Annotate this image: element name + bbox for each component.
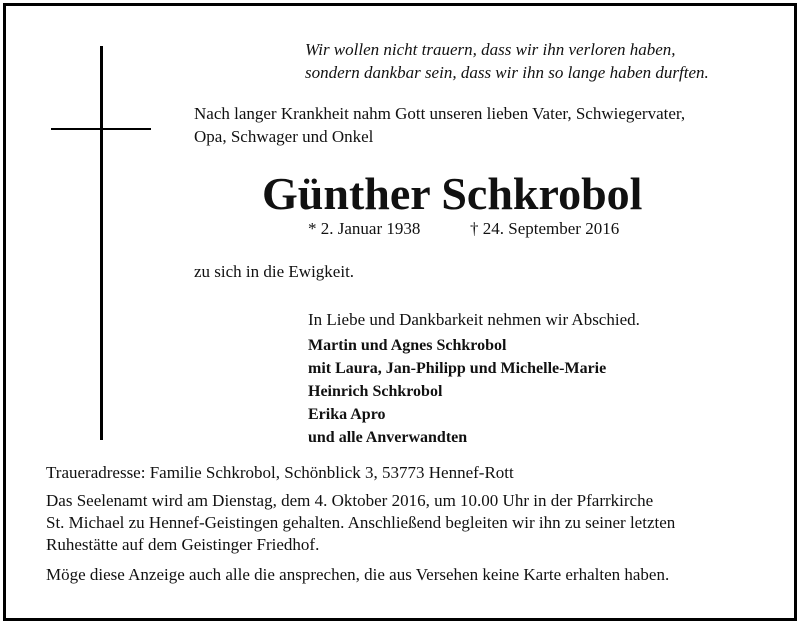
requiem-line: Das Seelenamt wird am Dienstag, dem 4. Oktober 2016, um 10.00 Uhr in der Pfarrkirche — [46, 491, 654, 510]
intro-line: Nach langer Krankheit nahm Gott unseren lieben Vater, Schwiegervater, — [194, 104, 686, 123]
mourners-list — [308, 334, 606, 449]
intro-text — [194, 102, 774, 148]
intro-line: Opa, Schwager und Onkel — [194, 127, 374, 146]
eternity-text: zu sich in die Ewigkeit. — [194, 262, 355, 281]
birth-date: * 2. Januar 1938 — [308, 219, 421, 238]
requiem-line: St. Michael zu Hennef-Geistingen gehalten. Anschließend begleiten wir ihn zu seiner letzten — [46, 513, 676, 532]
closing-note: Möge diese Anzeige auch alle die ansprechen, die aus Versehen keine Karte erhalten haben. — [46, 565, 670, 584]
quote-line: Wir wollen nicht trauern, dass wir ihn verloren haben, — [305, 40, 676, 59]
mourner-entry: Heinrich Schkrobol — [308, 383, 443, 400]
death-date: † 24. September 2016 — [470, 219, 620, 238]
requiem-info — [46, 490, 766, 556]
cross-icon-horizontal — [51, 128, 151, 130]
farewell-text: In Liebe und Dankbarkeit nehmen wir Abschied. — [308, 310, 640, 329]
mourning-address: Traueradresse: Familie Schkrobol, Schönblick 3, 53773 Hennef-Rott — [46, 463, 514, 482]
mourner-entry: mit Laura, Jan-Philipp und Michelle-Marie — [308, 360, 607, 377]
deceased-name: Günther Schkrobol — [262, 168, 643, 219]
quote-line: sondern dankbar sein, dass wir ihn so lange haben durften. — [305, 63, 709, 82]
memorial-quote — [305, 38, 709, 84]
requiem-line: Ruhestätte auf dem Geistinger Friedhof. — [46, 535, 320, 554]
mourner-entry: und alle Anverwandten — [308, 429, 468, 446]
mourner-entry: Erika Apro — [308, 406, 386, 423]
cross-icon-vertical — [100, 46, 103, 440]
mourner-entry: Martin und Agnes Schkrobol — [308, 337, 507, 354]
